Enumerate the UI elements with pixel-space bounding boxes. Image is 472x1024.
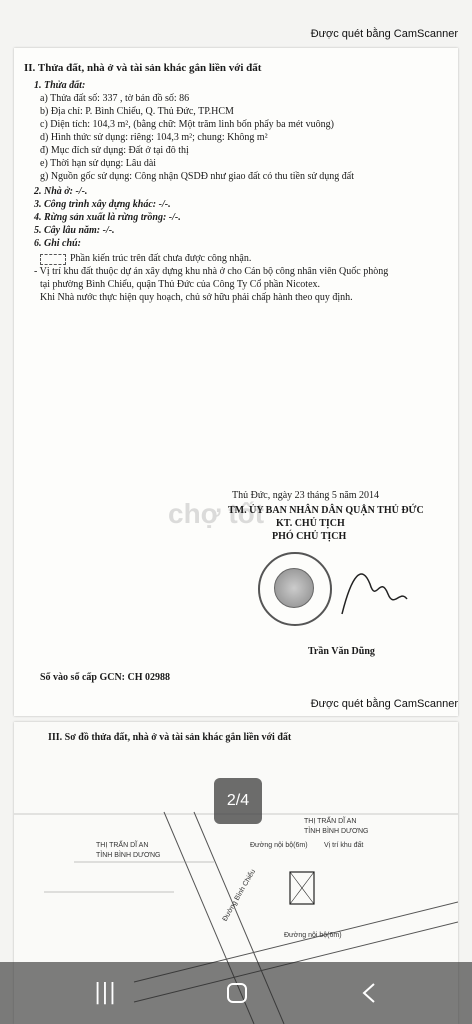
org-name: TM. ỦY BAN NHÂN DÂN QUẬN THỦ ĐỨC xyxy=(228,505,424,516)
kt-title: KT. CHỦ TỊCH xyxy=(276,518,345,529)
s3: 3. Công trình xây dựng khác: -/-. xyxy=(34,199,171,210)
usage-term: e) Thời hạn sử dụng: Lâu dài xyxy=(40,158,157,169)
s2: 2. Nhà ở: -/-. xyxy=(34,186,88,197)
s4: 4. Rừng sản xuất là rừng trồng: -/-. xyxy=(34,212,181,223)
road-label: Đường nội bộ(6m) xyxy=(284,932,342,939)
gcn-number: Số vào sổ cấp GCN: CH 02988 xyxy=(40,672,171,683)
left-province-label: TỈNH BÌNH DƯƠNG xyxy=(96,852,161,859)
recent-apps-icon[interactable]: ||| xyxy=(93,980,117,1005)
system-nav-bar xyxy=(0,962,472,1024)
certificate-page-1 xyxy=(14,48,458,716)
note1: Phần kiến trúc trên đất chưa được công nhận. xyxy=(70,253,252,264)
section-heading: II. Thửa đất, nhà ở và tài sản khác gắn liền với đất xyxy=(24,62,262,74)
camscanner-label: Được quét bằng CamScanner xyxy=(310,698,458,710)
note4: Khi Nhà nước thực hiện quy hoạch, chủ sở hữu phải chấp hành theo quy định. xyxy=(40,292,353,303)
s6: 6. Ghi chú: xyxy=(34,238,81,249)
right-town-label: THỊ TRẤN DĨ AN xyxy=(304,818,357,825)
hatch-legend-icon xyxy=(40,254,66,265)
sign-date: Thủ Đức, ngày 23 tháng 5 năm 2014 xyxy=(232,490,380,501)
parcel-number: a) Thửa đất số: 337 , tờ bản đồ số: 86 xyxy=(40,93,190,104)
area: c) Diện tích: 104,3 m², (bằng chữ: Một trăm linh bốn phẩy ba mét vuông) xyxy=(40,119,334,130)
signature-icon xyxy=(332,554,412,624)
signer-name: Trần Văn Dũng xyxy=(308,646,375,657)
road-label: Đường Bình Chiểu xyxy=(221,868,258,923)
vice-chair: PHÓ CHỦ TỊCH xyxy=(272,531,347,542)
right-province-label: TỈNH BÌNH DƯƠNG xyxy=(304,828,369,835)
camscanner-label: Được quét bằng CamScanner xyxy=(310,28,458,40)
usage-purpose: đ) Mục đích sử dụng: Đất ở tại đô thị xyxy=(40,145,189,156)
note3: tại phường Bình Chiểu, quận Thủ Đức của Công Ty Cổ phần Nicotex. xyxy=(40,279,321,290)
usage-form: d) Hình thức sử dụng: riêng: 104,3 m²; chung: Không m² xyxy=(40,132,268,143)
official-seal-icon xyxy=(258,552,332,626)
usage-origin: g) Nguồn gốc sử dụng: Công nhận QSDĐ như giao đất có thu tiền sử dụng đất xyxy=(40,171,355,182)
watermark: chợ tốt xyxy=(168,498,265,529)
s1-title: 1. Thửa đất: xyxy=(34,80,86,91)
home-icon[interactable] xyxy=(220,976,254,1010)
scanner-header xyxy=(0,0,472,48)
site-label: Vị trí khu đất xyxy=(324,842,364,849)
left-town-label: THỊ TRẤN DĨ AN xyxy=(96,842,149,849)
section-heading: III. Sơ đồ thửa đất, nhà ở và tài sản khác gắn liền với đất xyxy=(48,732,292,743)
note2: - Vị trí khu đất thuộc dự án xây dựng khu nhà ở cho Cán bộ công nhân viên Quốc phòng xyxy=(34,266,389,277)
back-icon[interactable] xyxy=(352,976,386,1010)
page-indicator: 2/4 xyxy=(214,778,262,824)
road-label: Đường nội bộ(6m) xyxy=(250,842,308,849)
s5: 5. Cây lâu năm: -/-. xyxy=(34,225,115,236)
address: b) Địa chỉ: P. Bình Chiểu, Q. Thủ Đức, TP.HCM xyxy=(40,106,234,117)
